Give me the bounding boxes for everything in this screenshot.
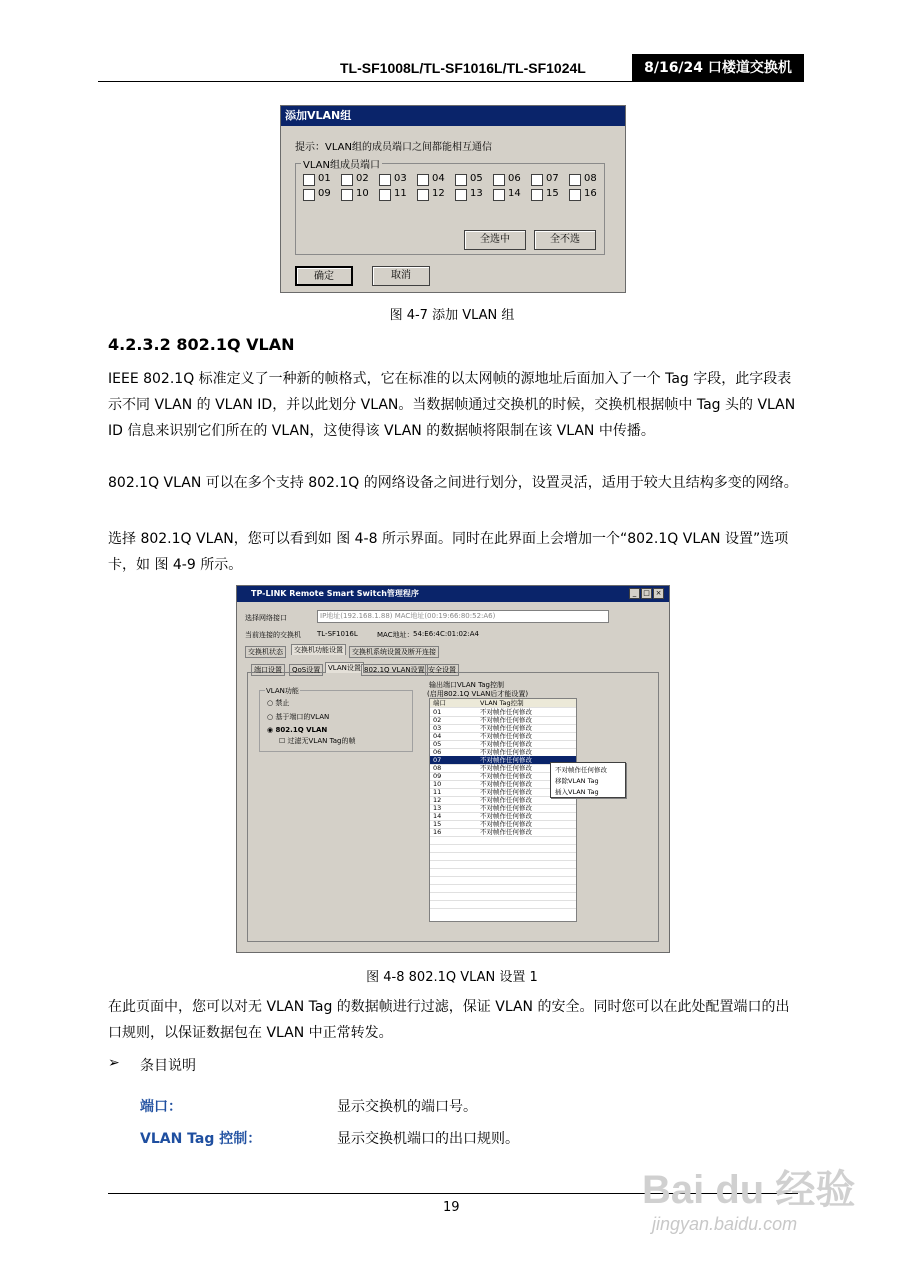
- filter-checkbox-label: 过滤无VLAN Tag的帧: [287, 737, 356, 745]
- tab-switch-status[interactable]: 交换机状态: [245, 646, 286, 658]
- row-tag-control: 不对帧作任何修改: [480, 812, 532, 820]
- header-models: TL-SF1008L/TL-SF1016L/TL-SF1024L: [340, 60, 586, 76]
- menu-item-no-change[interactable]: 不对帧作任何修改: [555, 766, 607, 774]
- menu-item-remove-tag[interactable]: 移除VLAN Tag: [555, 777, 599, 785]
- radio-disable-label: 禁止: [275, 699, 290, 707]
- port-checkbox-label: 05: [470, 173, 483, 184]
- paragraph-2: 802.1Q VLAN 可以在多个支持 802.1Q 的网络设备之间进行划分，设置灵活，适用于较大且结构多变的网络。: [108, 475, 798, 491]
- row-tag-control: 不对帧作任何修改: [480, 804, 532, 812]
- port-checkbox[interactable]: [417, 189, 429, 201]
- figure-caption-4-8: 图 4-8 802.1Q VLAN 设置 1: [366, 970, 538, 985]
- subtab-vlan[interactable]: VLAN设置: [325, 662, 364, 673]
- row-tag-control: 不对帧作任何修改: [480, 740, 532, 748]
- bullet-icon: ➢: [108, 1055, 120, 1071]
- ok-button[interactable]: 确定: [295, 266, 353, 286]
- port-checkbox[interactable]: [493, 189, 505, 201]
- port-checkbox[interactable]: [341, 189, 353, 201]
- row-tag-control: 不对帧作任何修改: [480, 748, 532, 756]
- row-tag-control: 不对帧作任何修改: [480, 772, 532, 780]
- add-vlan-dialog: [280, 105, 626, 293]
- port-checkbox-label: 14: [508, 188, 521, 199]
- header-product: 8/16/24 口楼道交换机: [632, 54, 804, 82]
- egress-subtitle: (启用802.1Q VLAN后才能设置): [427, 690, 529, 698]
- tab-system-settings[interactable]: 交换机系统设置及断开连接: [349, 646, 439, 658]
- member-port-group-label: VLAN组成员端口: [301, 156, 382, 171]
- dialog-title: 添加VLAN组: [281, 106, 625, 126]
- row-port: 08: [433, 764, 442, 772]
- port-checkbox[interactable]: [531, 174, 543, 186]
- maximize-icon[interactable]: □: [641, 588, 652, 599]
- port-checkbox[interactable]: [341, 174, 353, 186]
- row-tag-control: 不对帧作任何修改: [480, 780, 532, 788]
- switch-model: TL-SF1016L: [317, 630, 358, 638]
- row-port: 15: [433, 820, 442, 828]
- subtab-port[interactable]: 端口设置: [251, 664, 285, 676]
- subtab-security[interactable]: 安全设置: [425, 664, 459, 676]
- def-term-vlan-tag: VLAN Tag 控制：: [140, 1131, 262, 1147]
- row-port: 13: [433, 804, 442, 812]
- row-port: 03: [433, 724, 442, 732]
- port-checkbox-label: 02: [356, 173, 369, 184]
- port-checkbox-label: 12: [432, 188, 445, 199]
- nic-select[interactable]: IP地址(192.168.1.88) MAC地址(00:19:66:80:52:A6): [317, 610, 609, 623]
- port-checkbox[interactable]: [569, 189, 581, 201]
- watermark-url: jingyan.baidu.com: [652, 1214, 798, 1234]
- row-tag-control: 不对帧作任何修改: [480, 764, 532, 772]
- row-port: 09: [433, 772, 442, 780]
- window-title: TP-LINK Remote Smart Switch管理程序: [237, 586, 669, 602]
- minimize-icon[interactable]: _: [629, 588, 640, 599]
- menu-item-insert-tag[interactable]: 插入VLAN Tag: [555, 788, 599, 796]
- port-checkbox[interactable]: [379, 174, 391, 186]
- paragraph-4: 在此页面中，您可以对无 VLAN Tag 的数据帧进行过滤，保证 VLAN 的安全。同时您可以在此处配置端口的出口规则，以保证数据包在 VLAN 中正常转发。: [108, 999, 790, 1041]
- port-checkbox-label: 08: [584, 173, 597, 184]
- row-tag-control: 不对帧作任何修改: [480, 820, 532, 828]
- mac-label: MAC地址：: [377, 631, 414, 639]
- radio-disable[interactable]: ○ 禁止: [267, 699, 290, 707]
- row-tag-control: 不对帧作任何修改: [480, 788, 532, 796]
- row-port: 14: [433, 812, 442, 820]
- radio-port-vlan-label: 基于端口的VLAN: [275, 713, 330, 721]
- port-checkbox[interactable]: [417, 174, 429, 186]
- row-tag-control: 不对帧作任何修改: [480, 732, 532, 740]
- paragraph-3: 选择 802.1Q VLAN，您可以看到如 图 4-8 所示界面。同时在此界面上会增加一个“802.1Q VLAN 设置”选项卡，如 图 4-9 所示。: [108, 531, 789, 573]
- row-port: 10: [433, 780, 442, 788]
- egress-title: 输出端口VLAN Tag控制: [429, 681, 504, 689]
- row-tag-control: 不对帧作任何修改: [480, 724, 532, 732]
- select-none-button[interactable]: 全不选: [534, 230, 596, 250]
- port-checkbox-label: 13: [470, 188, 483, 199]
- header-rule: [98, 81, 804, 82]
- port-checkbox[interactable]: [569, 174, 581, 186]
- row-port: 04: [433, 732, 442, 740]
- context-menu: [550, 762, 626, 798]
- table-header: [430, 699, 576, 708]
- close-icon[interactable]: ×: [653, 588, 664, 599]
- radio-8021q-label: 802.1Q VLAN: [275, 726, 328, 734]
- port-checkbox-label: 07: [546, 173, 559, 184]
- page-number: 19: [443, 1200, 460, 1215]
- row-port: 11: [433, 788, 442, 796]
- select-nic-label: 选择网络接口: [245, 614, 287, 622]
- port-checkbox-label: 04: [432, 173, 445, 184]
- port-checkbox-label: 15: [546, 188, 559, 199]
- port-checkbox-label: 09: [318, 188, 331, 199]
- port-checkbox-label: 01: [318, 173, 331, 184]
- items-label: 条目说明: [140, 1058, 196, 1074]
- row-port: 01: [433, 708, 442, 716]
- row-port: 02: [433, 716, 442, 724]
- row-port: 07: [433, 756, 442, 764]
- section-heading: 4.2.3.2 802.1Q VLAN: [108, 335, 295, 354]
- port-checkbox[interactable]: [303, 174, 315, 186]
- row-port: 16: [433, 828, 442, 836]
- row-tag-control: 不对帧作任何修改: [480, 716, 532, 724]
- radio-port-vlan[interactable]: ○ 基于端口的VLAN: [267, 713, 330, 721]
- paragraph-1: IEEE 802.1Q 标准定义了一种新的帧格式，它在标准的以太网帧的源地址后面加入了一个 Tag 字段，此字段表示不同 VLAN 的 VLAN ID，并以此划分 VLAN。当数据帧通过交换机的时候，交换机根据帧中 Tag 头的 VLAN ID 信息来识别它们所在的 VLAN，这使得该 VLAN 的数据帧将限制在该 VLAN 中传播。: [108, 371, 796, 439]
- tab-function-settings[interactable]: 交换机功能设置: [291, 644, 346, 655]
- port-checkbox-label: 06: [508, 173, 521, 184]
- port-checkbox-label: 16: [584, 188, 597, 199]
- subtab-8021q[interactable]: 802.1Q VLAN设置: [361, 664, 428, 676]
- port-checkbox-label: 03: [394, 173, 407, 184]
- port-checkbox[interactable]: [455, 189, 467, 201]
- col-tag-control: VLAN Tag控制: [480, 699, 524, 707]
- row-port: 12: [433, 796, 442, 804]
- port-checkbox-label: 10: [356, 188, 369, 199]
- row-tag-control: 不对帧作任何修改: [480, 708, 532, 716]
- connected-switch-label: 当前连接的交换机: [245, 631, 301, 639]
- subtab-qos[interactable]: QoS设置: [289, 664, 323, 676]
- dialog-hint: 提示：VLAN组的成员端口之间都能相互通信: [295, 142, 492, 153]
- port-checkbox[interactable]: [493, 174, 505, 186]
- col-port: 端口: [433, 699, 446, 707]
- vlan-tag-table: [429, 698, 577, 922]
- watermark-logo: Bai du 经验: [642, 1168, 856, 1212]
- def-desc-port: 显示交换机的端口号。: [337, 1099, 477, 1115]
- figure-caption-4-7: 图 4-7 添加 VLAN 组: [389, 308, 515, 323]
- vlan-function-label: VLAN功能: [266, 687, 299, 695]
- filter-checkbox[interactable]: ☐ 过滤无VLAN Tag的帧: [279, 737, 356, 745]
- select-all-button[interactable]: 全选中: [464, 230, 526, 250]
- port-checkbox[interactable]: [455, 174, 467, 186]
- row-port: 05: [433, 740, 442, 748]
- empty-row: [430, 900, 576, 909]
- row-tag-control: 不对帧作任何修改: [480, 796, 532, 804]
- row-tag-control: 不对帧作任何修改: [480, 756, 532, 764]
- smart-switch-window: [236, 585, 670, 953]
- row-tag-control: 不对帧作任何修改: [480, 828, 532, 836]
- def-desc-vlan-tag: 显示交换机端口的出口规则。: [337, 1131, 519, 1147]
- port-checkbox[interactable]: [303, 189, 315, 201]
- port-checkbox[interactable]: [379, 189, 391, 201]
- radio-8021q[interactable]: ◉ 802.1Q VLAN: [267, 726, 328, 734]
- cancel-button[interactable]: 取消: [372, 266, 430, 286]
- port-checkbox-label: 11: [394, 188, 407, 199]
- def-term-port: 端口：: [140, 1099, 182, 1115]
- mac-value: 54:E6:4C:01:02:A4: [413, 630, 479, 638]
- port-checkbox[interactable]: [531, 189, 543, 201]
- row-port: 06: [433, 748, 442, 756]
